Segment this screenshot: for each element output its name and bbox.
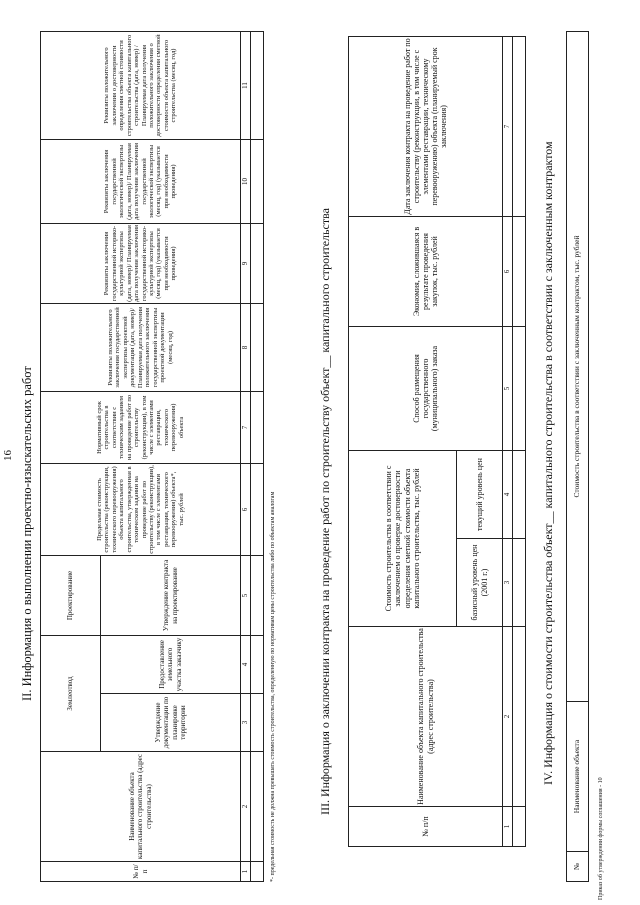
s2-header-object: Наименование объекта капитального строительства (адрес строительства) (41, 752, 241, 862)
s2-blank-cell (251, 223, 264, 303)
s2-blank-cell (251, 463, 264, 555)
s3-header-current-level: текущий уровень цен (457, 450, 503, 538)
s3-header-num: № п/п (349, 807, 503, 847)
s2-blank-cell (251, 862, 264, 882)
s3-blank-cell (513, 807, 526, 847)
bottom-note: Приказ об утверждении формы соглашения - 10 (598, 777, 604, 900)
s4-header-num: № (567, 852, 589, 882)
s3-header-method: Способ размещения государственного (муниципального) заказа (349, 326, 503, 450)
s2-col-number: 1 (241, 862, 251, 882)
s2-col-number: 5 (241, 555, 251, 635)
s2-header-expertise-historical: Реквизиты заключения государственной историко-культурной экспертизы (дата, номер)/ Планируемая дата получения заключения государственной историко-культурной экспертизы (месяц, год) (указывается при необходимости проведения) (41, 223, 241, 303)
s2-col-number: 10 (241, 139, 251, 223)
s3-col-number: 4 (503, 450, 513, 538)
s2-blank-cell (251, 139, 264, 223)
s3-col-number: 2 (503, 627, 513, 807)
s2-header-expertise-positive: Реквизиты положительного заключения государственной экспертизы проектной документации (дата, номер)/ Планируемая дата получения положительного заключения государственной экспертизы проектной документации (месяц, год) (41, 303, 241, 391)
s2-header-expertise-ecology: Реквизиты заключения государственной экологической экспертизы (дата, номер)/ Планируемая дата получения заключения государственной экологической экспертизы (месяц, год) (указывается при необходимости проведения) (41, 139, 241, 223)
s2-col-number: 7 (241, 391, 251, 463)
s2-header-land-plan: Утверждение документации по планировке территории (101, 694, 241, 752)
s2-header-design-approval: Утверждение контракта на проектирование (101, 555, 241, 635)
s2-blank-cell (251, 635, 264, 693)
s2-blank-cell (251, 303, 264, 391)
s2-col-number: 2 (241, 752, 251, 862)
section2-footnote: *- предельная стоимость не должна превышать стоимость строительства, определенную по нормативам цены строительства либо по объектам аналогам (270, 491, 276, 882)
s2-blank-cell (251, 391, 264, 463)
s2-header-design: Проектирование (41, 555, 101, 635)
section2-title: II. Информация о выполнении проектно-изыскательских работ (20, 366, 34, 701)
section4-title: IV. Информация о стоимости строительства объект__ капитального строительства в соответствии с заключенным контрактом (541, 141, 555, 785)
s3-col-number: 1 (503, 807, 513, 847)
s3-header-contract-date: Дата заключения контракта на проведение работ по строительству (реконструкции, в том числе с элементами реставрации, техническому перевооружению) объекта (планируемый срок заключения) (349, 36, 503, 216)
s3-header-savings: Экономия, сложившаяся в результате проведения закупок, тыс. рублей (349, 216, 503, 326)
section3-title: III. Информация о заключении контракта на проведение работ по строительству объект__ капитального строительства (318, 208, 332, 815)
s4-header-object: Наименование объекта (567, 702, 589, 852)
s3-col-number: 6 (503, 216, 513, 326)
s2-header-limit-cost: Предельная стоимость строительства (реконструкции, технического перевооружения) объекта капитального строительства, утвержденная в техническом задании на проведение работ по строительству (реконструкции), в том числе с элементами реставрации, технического перевооружения) объекта*, тыс. рублей (41, 463, 241, 555)
s3-blank-cell (513, 627, 526, 807)
s3-blank-cell (513, 36, 526, 216)
s2-blank-cell (251, 752, 264, 862)
s3-blank-cell (513, 216, 526, 326)
s2-blank-cell (251, 31, 264, 139)
s2-col-number: 8 (241, 303, 251, 391)
s3-col-number: 5 (503, 326, 513, 450)
s3-blank-cell (513, 326, 526, 450)
s3-header-cost: Стоимость строительства в соответствии с заключением о проверке достоверности определения сметной стоимости объекта капитального строительства, тыс. рублей (349, 450, 457, 626)
page-number: 16 (2, 450, 14, 461)
s3-blank-cell (513, 450, 526, 538)
s3-header-object: Наименование объекта капитального строительства (адрес строительства) (349, 627, 503, 807)
s2-header-land-plot: Предоставление земельного участка заказчику (101, 635, 241, 693)
s2-header-num: № п/п (41, 862, 241, 882)
s2-header-land: Землеотвод (41, 635, 101, 751)
s2-header-norm-term: Нормативный срок строительства в соответствии с техническим заданием на проведение работ по строительству (реконструкции), в том числе с элементами реставрации, технического перевооружения) объекта (41, 391, 241, 463)
s3-blank-cell (513, 539, 526, 627)
s2-col-number: 6 (241, 463, 251, 555)
s2-blank-cell (251, 694, 264, 752)
s3-col-number: 7 (503, 36, 513, 216)
s3-col-number: 3 (503, 539, 513, 627)
section2-table (40, 31, 264, 882)
section4-table (566, 31, 589, 882)
s2-col-number: 3 (241, 694, 251, 752)
s2-blank-cell (251, 555, 264, 635)
section3-table (348, 36, 526, 847)
s3-header-base-level: базисный уровень цен (2001 г.) (457, 539, 503, 627)
s2-col-number: 11 (241, 31, 251, 139)
s2-col-number: 4 (241, 635, 251, 693)
s4-header-cost: Стоимость строительства в соответствии с заключенным контрактом, тыс. рублей (567, 32, 589, 702)
s2-header-cost-verification: Реквизиты положительного заключения о достоверности определения сметной стоимости строительства объекта капитального строительства (дата, номер) / Планируемая дата получения положительного заключения о достоверности определения сметной стоимости объекта капитального строительства (месяц, год) (41, 31, 241, 139)
s2-col-number: 9 (241, 223, 251, 303)
